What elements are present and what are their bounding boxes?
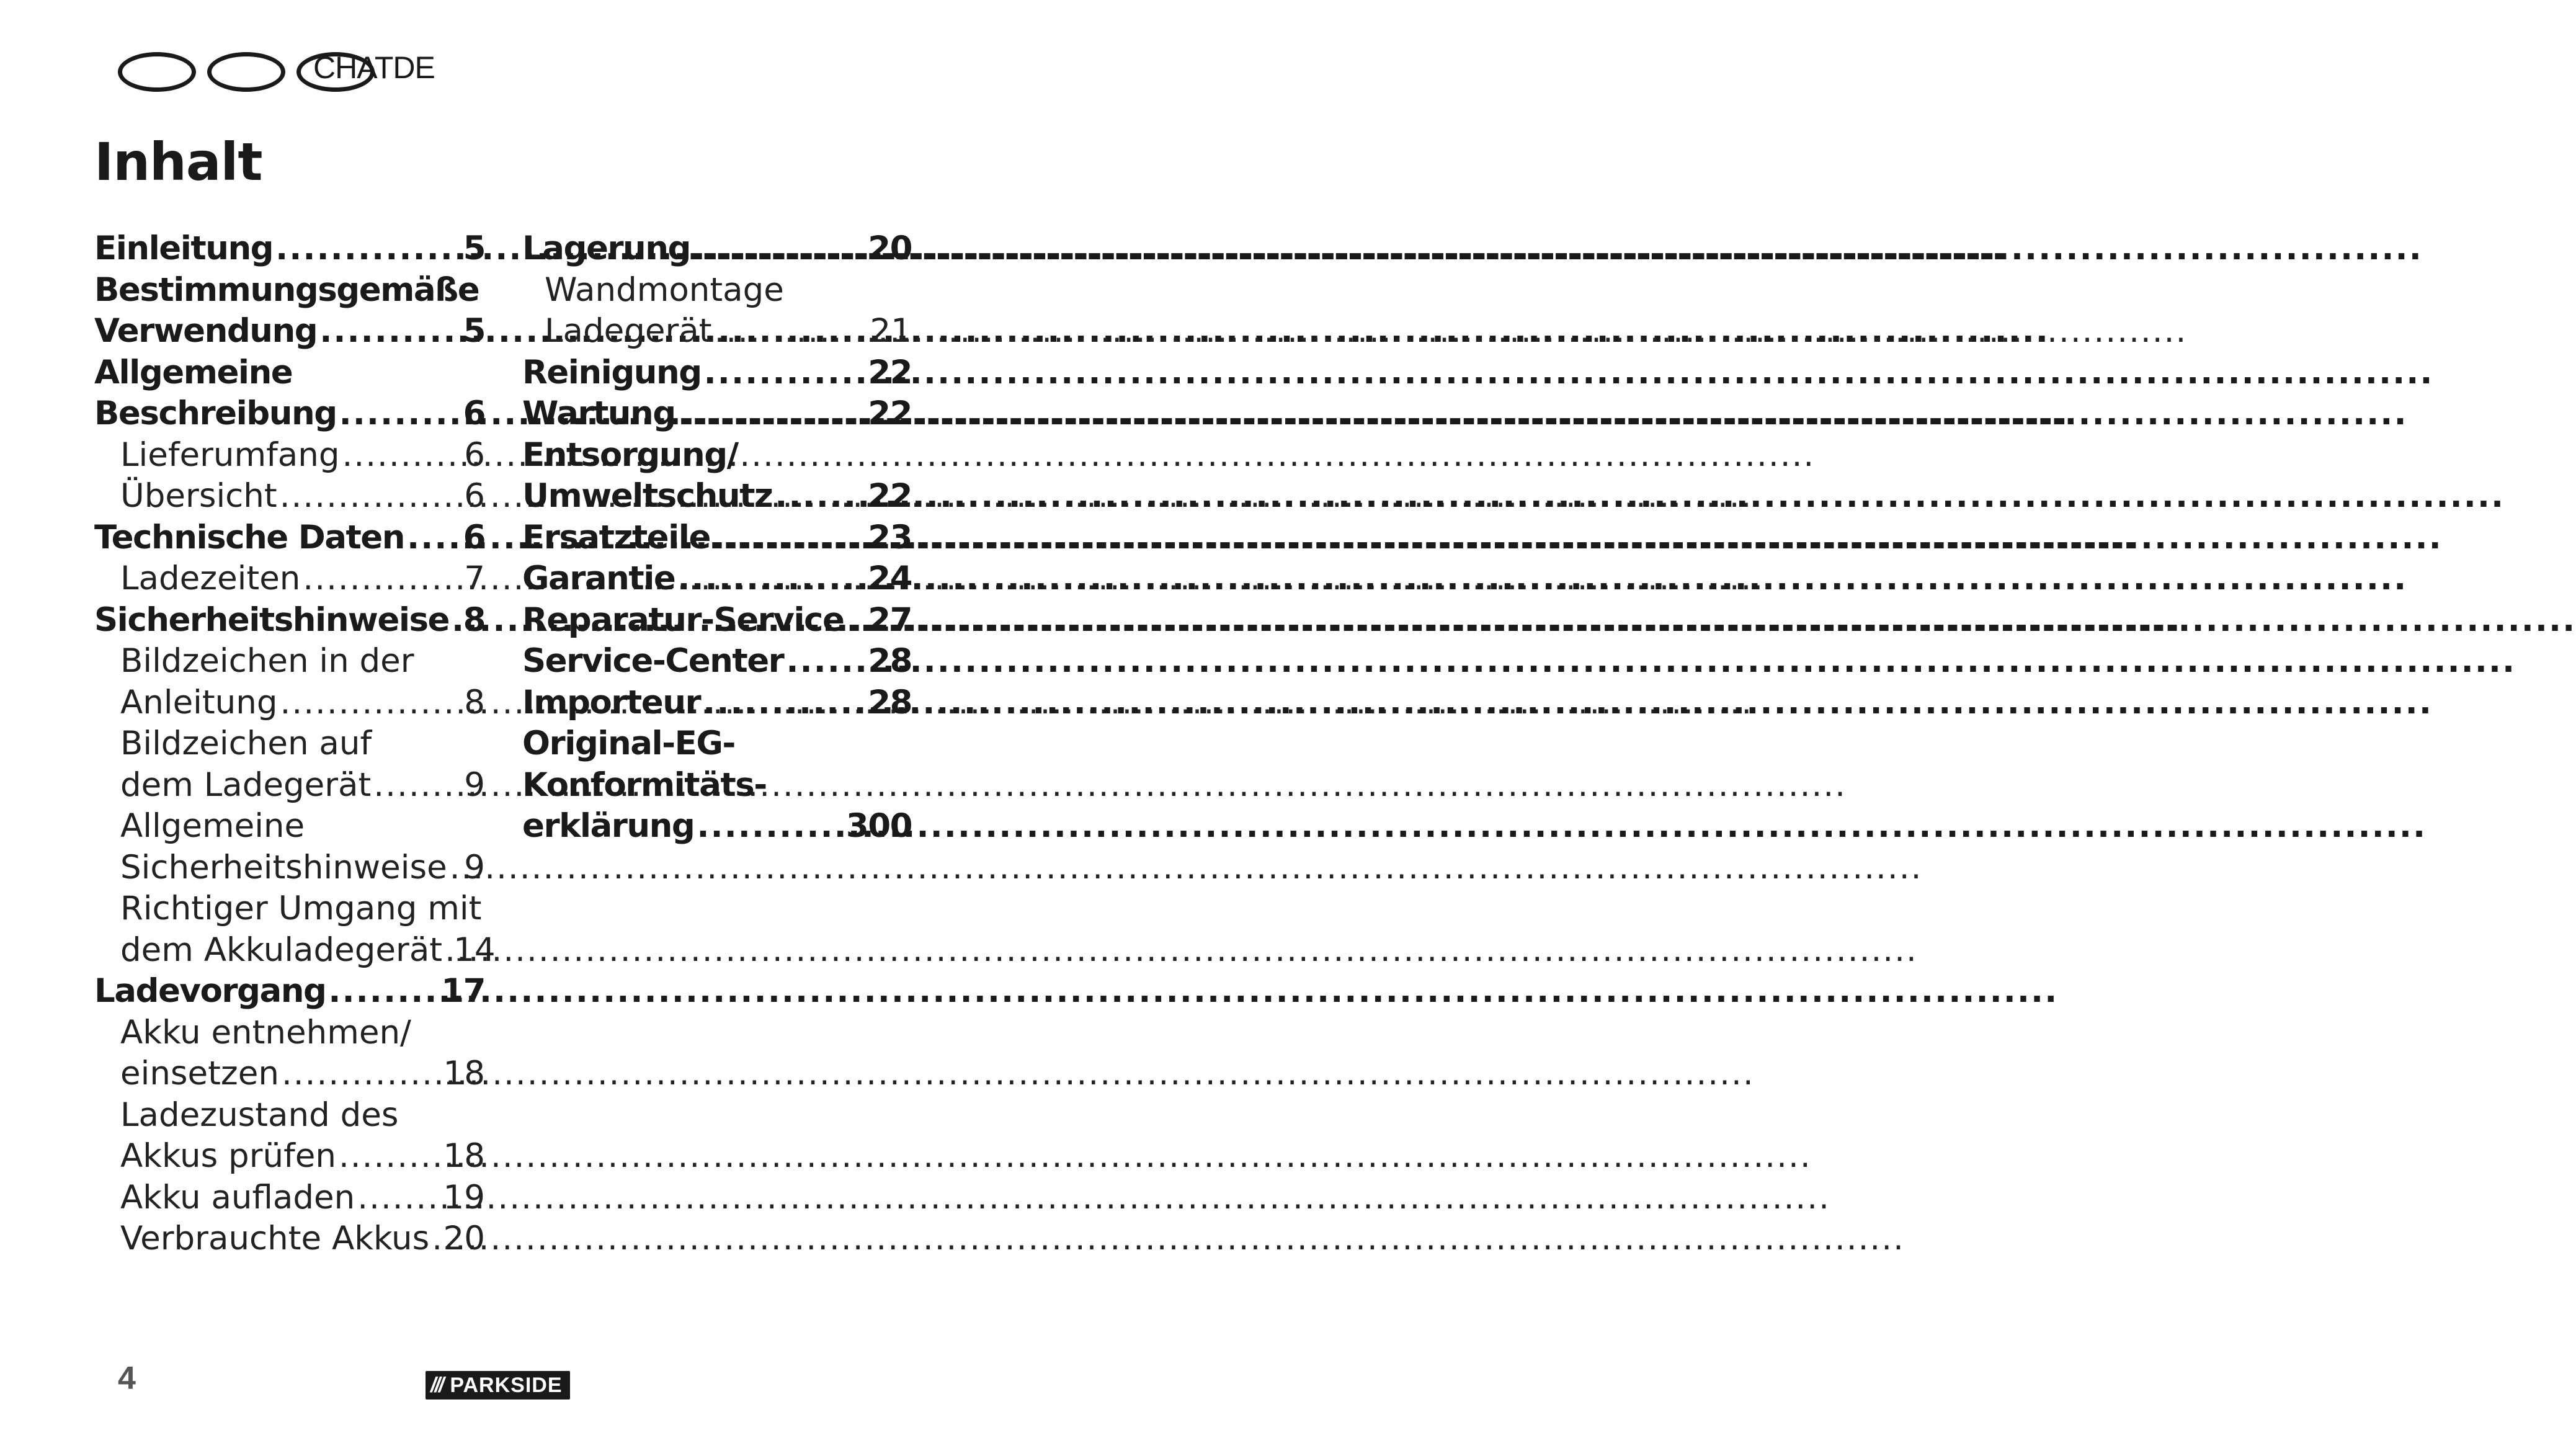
toc-page-number: 6 [463, 518, 485, 556]
toc-dot-leader [846, 600, 865, 641]
toc-subentry [94, 1177, 485, 1219]
toc-entry-title: Entsorgung/ [522, 435, 738, 474]
toc-entry-title: dem Ladegerät [120, 766, 372, 804]
toc-dot-leader [342, 435, 462, 476]
toc-page-number: 7 [464, 560, 485, 597]
toc-subentry [94, 641, 485, 682]
toc-page-number: 8 [463, 600, 485, 639]
toc-page-number: 14 [453, 931, 496, 969]
toc-entry-title: Umweltschutz [522, 477, 773, 515]
toc-page-number: 27 [868, 600, 912, 639]
toc-page-number: 17 [441, 972, 485, 1010]
toc-page-number: 6 [463, 395, 485, 432]
page-number: 4 [118, 1360, 136, 1396]
toc-entry-title: Ladevorgang [94, 972, 326, 1010]
toc-dot-leader [275, 228, 460, 270]
page-title: Inhalt [94, 132, 262, 192]
toc-entry-title: Original-EG- [522, 725, 735, 762]
toc-dot-leader [282, 1053, 441, 1095]
toc-entry-title: Importeur [522, 683, 701, 721]
toc-page-number: 18 [443, 1055, 485, 1092]
toc-page-number: 300 [845, 807, 912, 845]
toc-page-number: 9 [464, 848, 485, 886]
toc-entry-title: Wandmontage [545, 270, 784, 309]
toc-page-number: 28 [868, 683, 912, 721]
toc-page-number: 20 [868, 230, 912, 267]
toc-entry-title: Ladezeiten [120, 560, 301, 597]
toc-dot-leader [445, 930, 451, 971]
toc-subentry [94, 435, 485, 476]
toc-entry [94, 352, 485, 394]
toc-subentry [94, 476, 485, 517]
language-codes: CHATDE [313, 50, 435, 85]
toc-page-number: 24 [868, 560, 912, 597]
toc-subentry [94, 1053, 485, 1095]
toc-entry [522, 352, 912, 394]
toc-subentry [94, 1012, 485, 1054]
toc-dot-leader [693, 228, 865, 270]
toc-page-number: 22 [868, 353, 912, 391]
toc-entry [522, 435, 912, 476]
toc-dot-leader [339, 393, 461, 435]
toc-dot-leader [678, 393, 866, 435]
toc-entry-title: Einleitung [94, 230, 274, 267]
toc-subentry [94, 558, 485, 600]
toc-entry [522, 641, 912, 682]
toc-entry [522, 228, 912, 270]
toc-entry-title: Ersatzteile [522, 518, 710, 556]
toc-entry-title: Richtiger Umgang mit [120, 890, 482, 927]
toc-dot-leader [715, 311, 868, 352]
toc-entry-title: Verwendung [94, 312, 318, 350]
toc-dot-leader [677, 558, 865, 600]
toc-dot-leader [280, 682, 462, 724]
toc-entry-title: Service-Center [522, 642, 784, 680]
language-oval-1 [118, 52, 196, 92]
toc-subentry [94, 806, 485, 847]
toc-entry-title: Sicherheitshinweise [120, 848, 447, 886]
toc-entry-title: Ladezustand des [120, 1096, 399, 1134]
toc-entry [522, 765, 912, 806]
toc-page-number: 5 [463, 230, 485, 267]
toc-subentry [522, 270, 912, 311]
toc-dot-leader [697, 806, 844, 847]
toc-entry-title: Konformitäts- [522, 766, 767, 804]
toc-entry-title: Garantie [522, 560, 675, 597]
toc-entry [522, 393, 912, 435]
toc-page-number: 6 [464, 435, 485, 474]
toc-entry [522, 517, 912, 559]
toc-subentry [94, 723, 485, 765]
toc-entry-title: einsetzen [120, 1055, 279, 1092]
toc-entry [94, 971, 485, 1012]
toc-entry-title: Reparatur-Service [522, 600, 844, 639]
toc-subentry [94, 1136, 485, 1177]
toc-page-number: 9 [464, 766, 485, 804]
toc-dot-leader [280, 476, 462, 517]
toc-page-number: 18 [443, 1137, 485, 1175]
toc-dot-leader [328, 971, 439, 1012]
brand-name: PARKSIDE [447, 1371, 564, 1400]
toc-entry [522, 723, 912, 765]
toc-entry-title: Ladegerät [545, 312, 712, 350]
toc-entry [94, 393, 485, 435]
toc-entry-title: Lieferumfang [120, 435, 340, 474]
toc-entry [522, 558, 912, 600]
toc-page-number: 21 [870, 312, 912, 350]
toc-dot-leader [339, 1136, 441, 1177]
toc-subentry [94, 1218, 485, 1260]
toc-entry-title: Sicherheitshinweise [94, 600, 449, 639]
toc-dot-leader [452, 600, 461, 641]
toc-entry-title: Wartung [522, 395, 675, 432]
toc-entry-title: erklärung [522, 807, 695, 845]
toc-entry [94, 600, 485, 641]
toc-entry-title: Akku entnehmen/ [120, 1013, 411, 1051]
toc-entry [94, 228, 485, 270]
toc-page-number: 20 [443, 1220, 485, 1257]
toc-dot-leader [450, 847, 462, 889]
toc-entry-title: Lagerung [522, 230, 690, 267]
toc-entry-title: Bildzeichen in der [120, 642, 414, 680]
toc-entry-title: Anleitung [120, 683, 278, 721]
toc-entry-title: Allgemeine [120, 807, 305, 845]
toc-entry [94, 311, 485, 352]
toc-entry [522, 682, 912, 724]
parkside-logo [426, 1371, 570, 1400]
toc-subentry [94, 765, 485, 806]
toc-entry-title: Übersicht [120, 477, 277, 515]
toc-entry-title: Bestimmungsgemäße [94, 270, 479, 309]
toc-dot-leader [704, 352, 866, 394]
toc-dot-leader [303, 558, 461, 600]
toc-subentry [94, 1095, 485, 1136]
toc-entry [522, 476, 912, 517]
language-indicator [118, 48, 447, 98]
toc-page-number: 28 [868, 642, 912, 680]
toc-page-number: 6 [464, 477, 485, 515]
toc-dot-leader [786, 641, 865, 682]
toc-entry-title: Beschreibung [94, 395, 337, 432]
toc-column-left [94, 228, 496, 1260]
toc-dot-leader [432, 1218, 440, 1260]
toc-entry-title: Technische Daten [94, 518, 404, 556]
toc-entry [522, 806, 912, 847]
toc-subentry [94, 888, 485, 930]
toc-entry-title: Allgemeine [94, 353, 293, 391]
toc-subentry [94, 930, 496, 971]
toc-page-number: 22 [868, 395, 912, 432]
toc-dot-leader [703, 682, 865, 724]
toc-entry [94, 270, 485, 311]
toc-dot-leader [407, 517, 461, 559]
toc-entry-title: Reinigung [522, 353, 702, 391]
toc-entry-title: Akkus prüfen [120, 1137, 336, 1175]
toc-subentry [94, 682, 485, 724]
toc-dot-leader [713, 517, 865, 559]
toc-page-number: 5 [463, 312, 485, 350]
toc-entry-title: Verbrauchte Akkus [120, 1220, 430, 1257]
toc-subentry [94, 847, 485, 889]
toc-entry-title: Bildzeichen auf [120, 725, 372, 762]
toc-page-number: 19 [443, 1178, 485, 1217]
language-oval-2 [207, 52, 285, 92]
brand-mark: /// [430, 1373, 443, 1397]
toc-page-number: 8 [464, 683, 485, 721]
toc-page-number: 22 [868, 477, 912, 515]
toc-column-right [522, 228, 912, 847]
toc-page-number: 23 [868, 518, 912, 556]
toc-entry [94, 517, 485, 559]
toc-entry-title: dem Akkuladegerät [120, 931, 443, 969]
toc-dot-leader [775, 476, 865, 517]
toc-dot-leader [319, 311, 460, 352]
toc-entry-title: Akku aufladen [120, 1178, 355, 1217]
toc-dot-leader [357, 1177, 440, 1219]
toc-subentry [522, 311, 912, 352]
toc-entry [522, 600, 912, 641]
toc-dot-leader [373, 765, 461, 806]
